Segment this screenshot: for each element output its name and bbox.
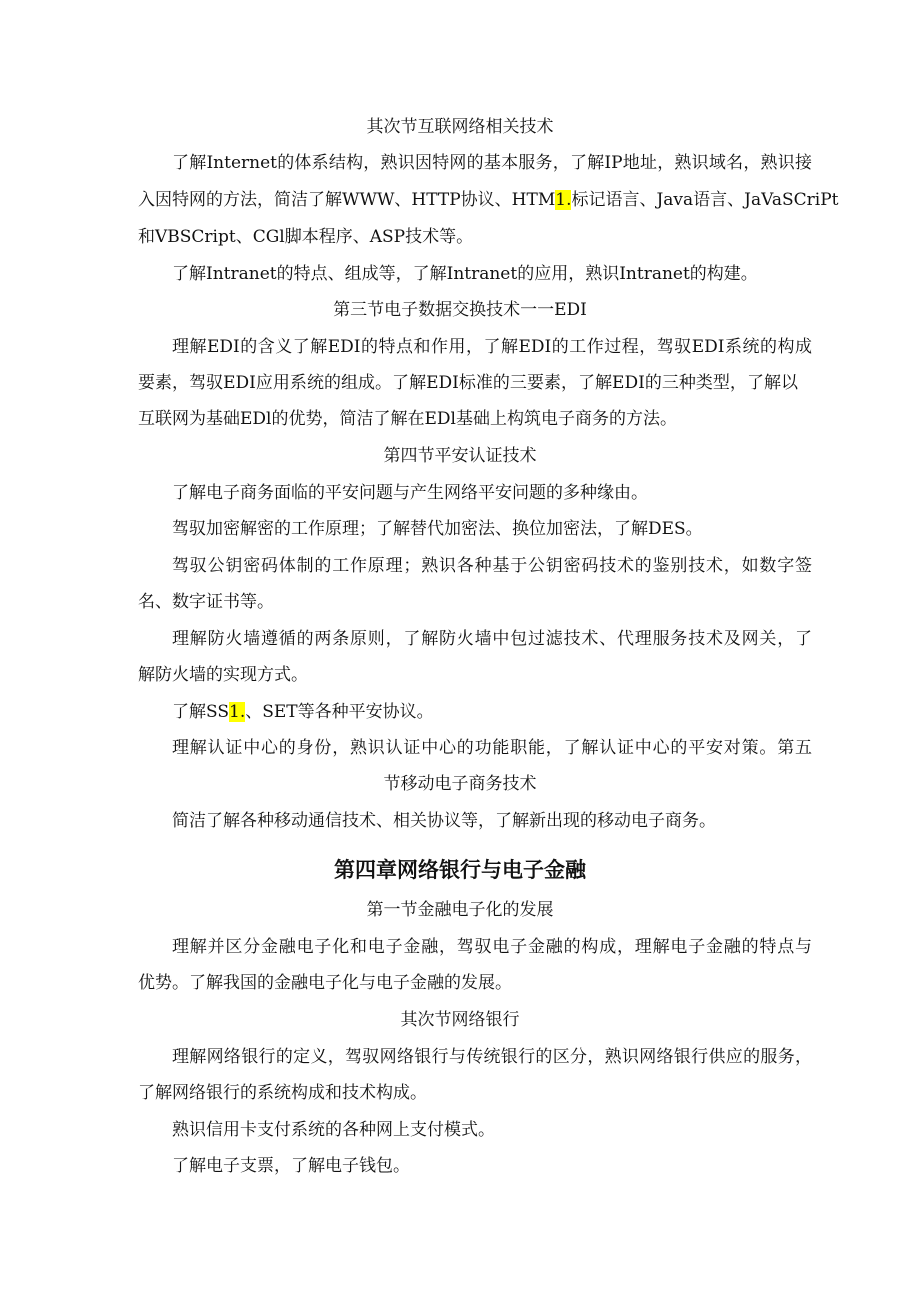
section-heading-2: 其次节互联网络相关技术 <box>366 117 554 137</box>
paragraph-finance-line-1: 理解并区分金融电子化和电子金融，驾驭电子金融的构成，理解电子金融的特点与 <box>172 937 812 957</box>
paragraph-edi-line-2: 要素，驾驭EDI应用系统的组成。了解EDI标准的三要素，了解EDI的三种类型，了解以 <box>138 373 798 393</box>
section-heading-4: 第四节平安认证技术 <box>383 446 537 466</box>
paragraph-ca-line-1: 理解认证中心的身份，熟识认证中心的功能职能，了解认证中心的平安对策。第五 <box>172 738 812 758</box>
paragraph-security-problems: 了解电子商务面临的平安问题与产生网络平安问题的多种缘由。 <box>172 483 648 503</box>
chapter4-section-heading-2: 其次节网络银行 <box>400 1010 520 1030</box>
section-heading-3: 第三节电子数据交换技术一一EDI <box>333 300 587 320</box>
paragraph-online-bank-line-2: 了解网络银行的系统构成和技术构成。 <box>138 1083 427 1103</box>
paragraph-internet-line-3: 和VBSCript、CGl脚本程序、ASP技术等。 <box>138 227 474 247</box>
paragraph-internet-line-1: 了解Internet的体系结构，熟识因特网的基本服务，了解IP地址，熟识域名，熟识接 <box>172 153 812 173</box>
paragraph-public-key-line-1: 驾驭公钥密码体制的工作原理；熟识各种基于公钥密码技术的鉴别技术，如数字签 <box>172 556 812 576</box>
text-run: 标记语言、Java语言、JaVaSCriPt <box>571 190 839 210</box>
paragraph-intranet: 了解Intranet的特点、组成等，了解Intranet的应用，熟识Intranet的构建。 <box>172 264 758 284</box>
section-heading-5: 节移动电子商务技术 <box>383 774 537 794</box>
paragraph-internet-line-2 <box>138 188 839 212</box>
text-run: 入因特网的方法，简洁了解WWW、HTTP协议、HTM <box>138 190 556 210</box>
paragraph-firewall-line-2: 解防火墙的实现方式。 <box>138 665 308 685</box>
text-run: 了解SS <box>172 702 229 722</box>
paragraph-firewall-line-1: 理解防火墙遵循的两条原则，了解防火墙中包过滤技术、代理服务技术及网关，了 <box>172 629 812 649</box>
text-run: 、SET等各种平安协议。 <box>245 702 434 722</box>
paragraph-encryption: 驾驭加密解密的工作原理；了解替代加密法、换位加密法，了解DES。 <box>172 519 703 539</box>
paragraph-mobile: 简洁了解各种移动通信技术、相关协议等，了解新出现的移动电子商务。 <box>172 811 716 831</box>
paragraph-finance-line-2: 优势。了解我国的金融电子化与电子金融的发展。 <box>138 973 512 993</box>
paragraph-edi-line-1: 理解EDI的含义了解EDI的特点和作用，了解EDI的工作过程，驾驭EDI系统的构成 <box>172 337 812 357</box>
paragraph-protocols <box>172 700 812 724</box>
paragraph-e-check: 了解电子支票，了解电子钱包。 <box>172 1156 410 1176</box>
highlighted-text: 1. <box>555 190 572 210</box>
paragraph-credit-card: 熟识信用卡支付系统的各种网上支付模式。 <box>172 1120 495 1140</box>
paragraph-edi-line-3: 互联网为基础EDl的优势，简洁了解在EDl基础上构筑电子商务的方法。 <box>138 409 677 429</box>
paragraph-online-bank-line-1: 理解网络银行的定义，驾驭网络银行与传统银行的区分，熟识网络银行供应的服务， <box>172 1047 812 1067</box>
chapter4-section-heading-1: 第一节金融电子化的发展 <box>366 900 554 920</box>
chapter-title: 第四章网络银行与电子金融 <box>334 858 586 882</box>
paragraph-public-key-line-2: 名、数字证书等。 <box>138 592 274 612</box>
highlighted-text: 1. <box>229 702 246 722</box>
